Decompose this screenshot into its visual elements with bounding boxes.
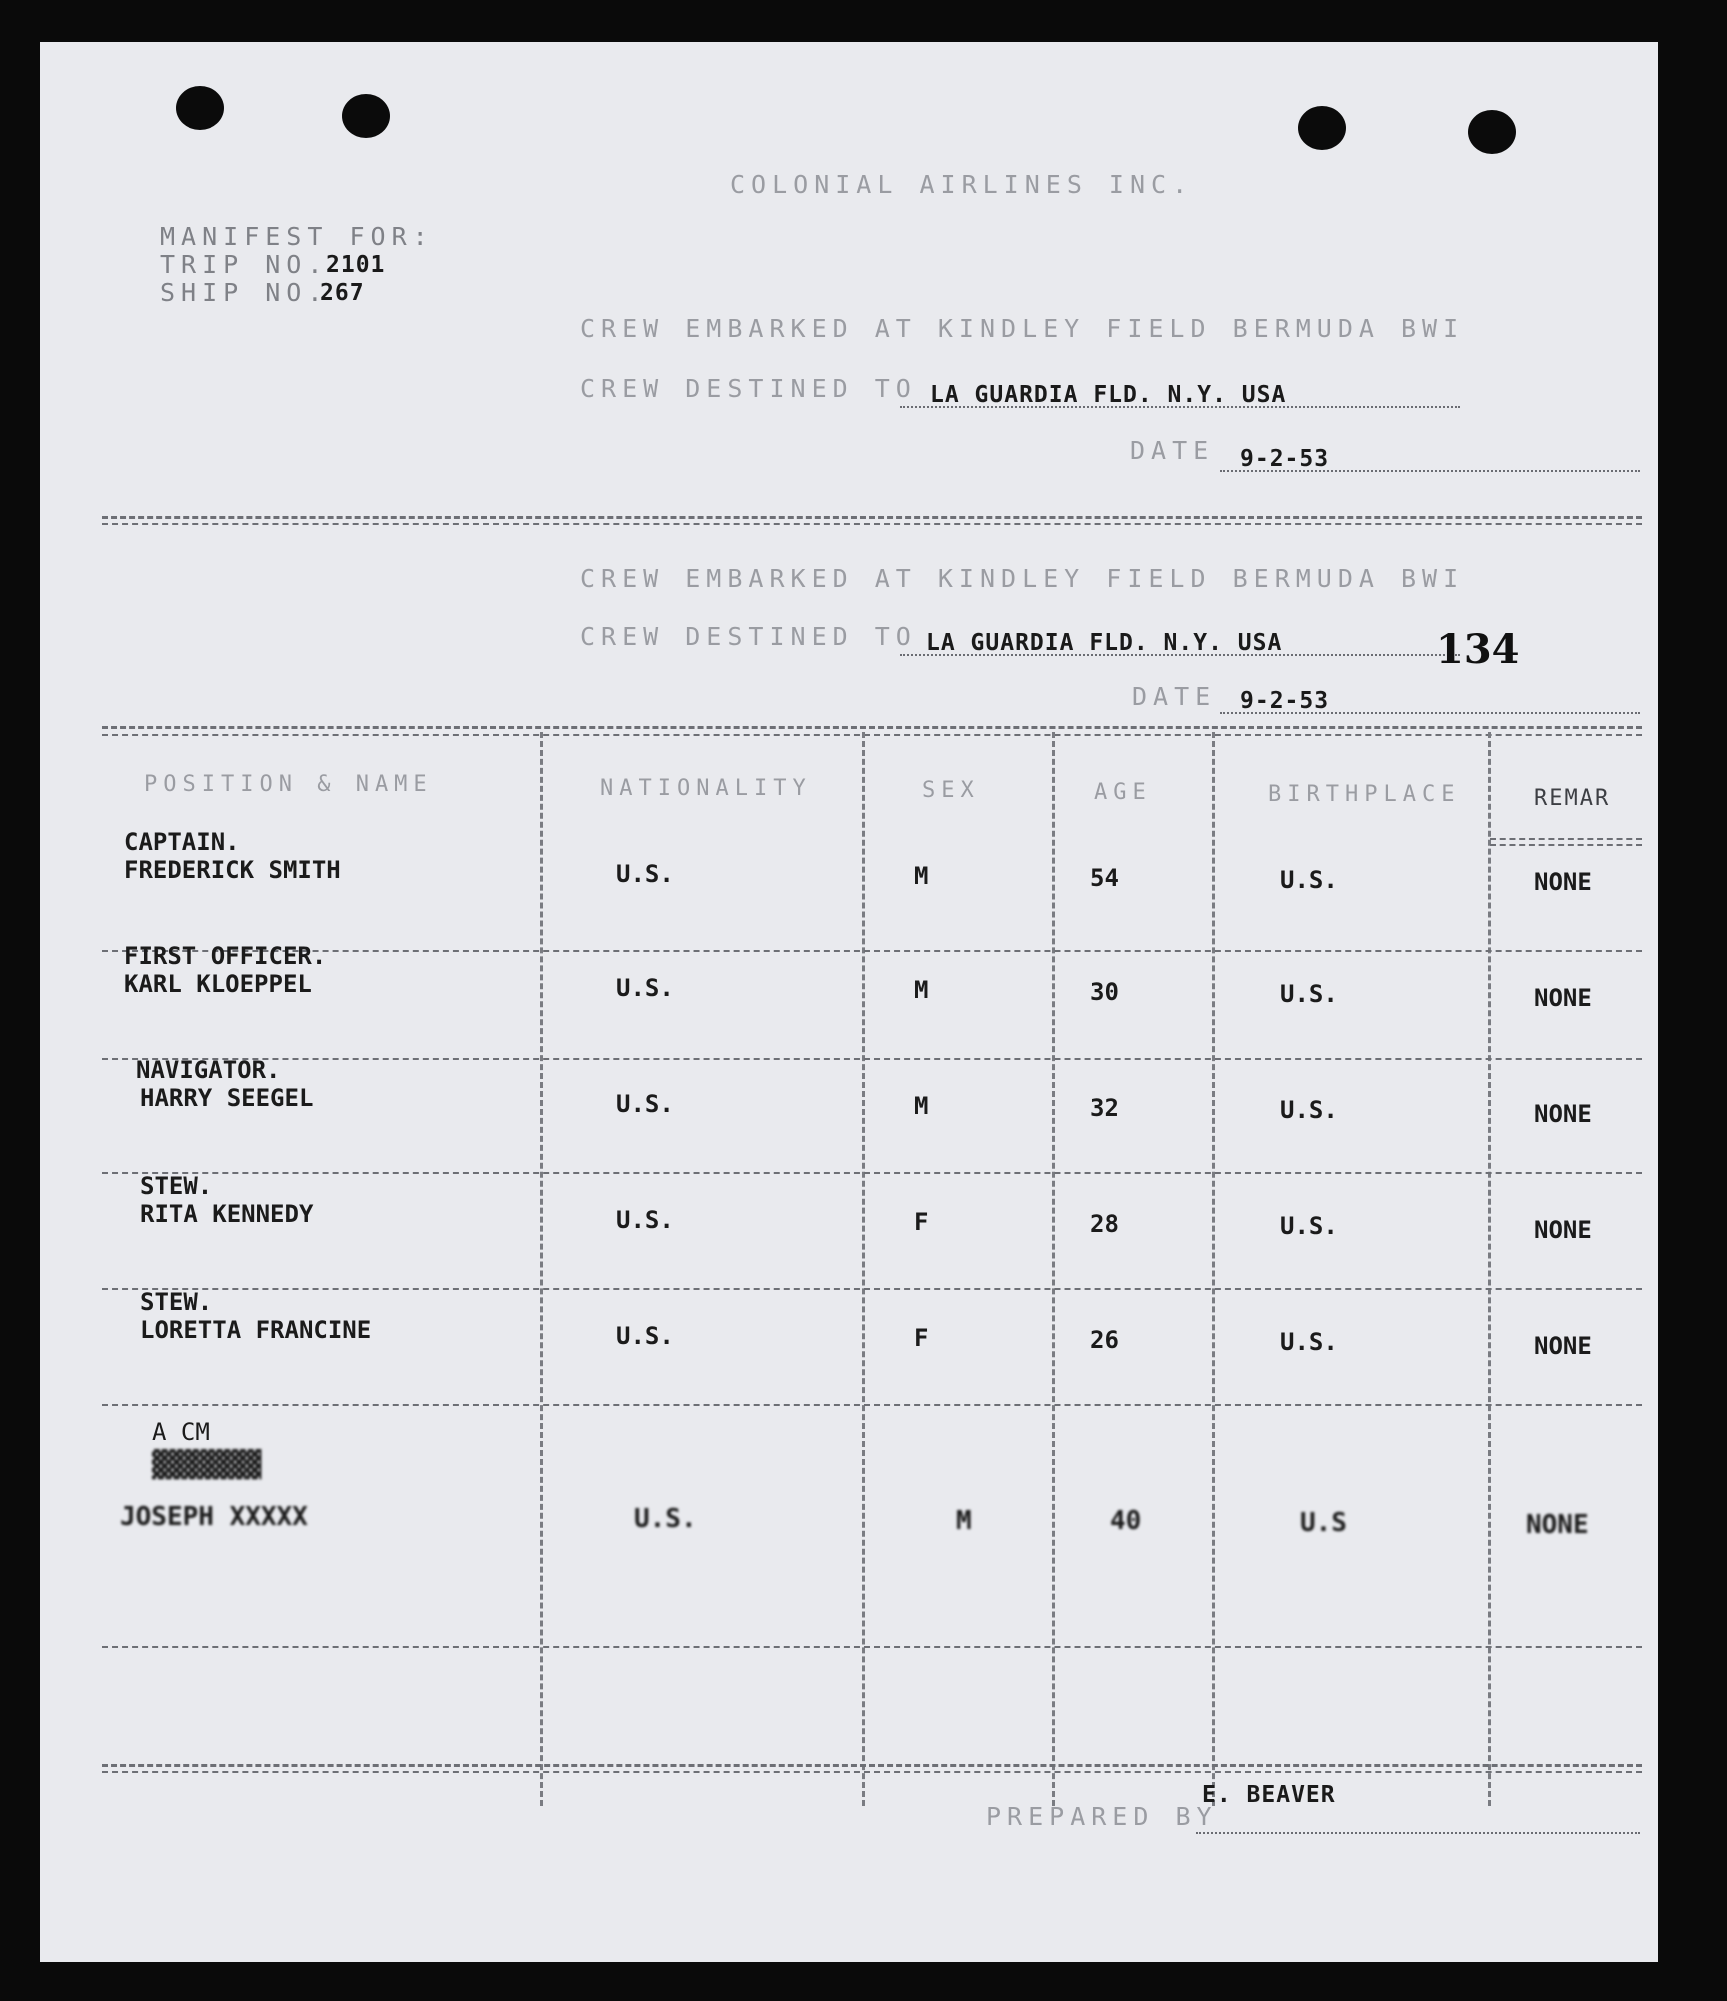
date-value: 9-2-53 — [1240, 446, 1330, 472]
column-divider — [540, 732, 543, 1806]
row-nationality: U.S. — [634, 1504, 697, 1534]
row-sex: M — [914, 1092, 929, 1120]
row-birthplace: U.S. — [1280, 1328, 1338, 1356]
row-divider — [102, 1404, 1642, 1406]
embarked-line: CREW EMBARKED AT KINDLEY FIELD BERMUDA BWI — [580, 314, 1465, 343]
row-name: RITA KENNEDY — [140, 1200, 314, 1228]
row-position: CAPTAIN. — [124, 828, 240, 856]
manifest-label: MANIFEST FOR: — [160, 222, 434, 251]
row-sex: F — [914, 1208, 929, 1236]
prepared-by-name: E. BEAVER — [1202, 1782, 1336, 1808]
row-nationality: U.S. — [616, 1206, 674, 1234]
row-position: STEW. — [140, 1172, 213, 1200]
header-underline — [1490, 844, 1642, 846]
row-sex: M — [914, 862, 929, 890]
row-name: FREDERICK SMITH — [124, 856, 341, 884]
row-birthplace: U.S. — [1280, 1212, 1338, 1240]
destined-label: CREW DESTINED TO — [580, 374, 917, 403]
date-value: 9-2-53 — [1240, 688, 1330, 714]
row-divider — [102, 1172, 1642, 1174]
row-age: 40 — [1110, 1506, 1142, 1536]
ship-label: SHIP NO. — [160, 278, 329, 307]
row-position: FIRST OFFICER. — [124, 942, 327, 970]
row-age: 54 — [1090, 864, 1119, 892]
date-label: DATE — [1130, 436, 1215, 465]
row-name: KARL KLOEPPEL — [124, 970, 312, 998]
punch-hole-icon — [176, 86, 224, 130]
trip-number: 2101 — [326, 252, 386, 278]
column-divider — [1488, 732, 1491, 1806]
punch-hole-icon — [1468, 110, 1516, 154]
section-divider — [102, 523, 1642, 525]
row-nationality: U.S. — [616, 1322, 674, 1350]
date-label: DATE — [1132, 682, 1217, 711]
row-name: LORETTA FRANCINE — [140, 1316, 372, 1344]
company-name: COLONIAL AIRLINES INC. — [730, 170, 1194, 199]
destination-underline — [900, 654, 1460, 656]
row-remarks: NONE — [1534, 984, 1592, 1012]
header-underline — [1490, 838, 1642, 840]
row-nationality: U.S. — [616, 1090, 674, 1118]
row-divider — [102, 1058, 1642, 1060]
header-nationality: NATIONALITY — [600, 776, 812, 801]
punch-hole-icon — [1298, 106, 1346, 150]
date-underline — [1220, 712, 1640, 714]
destination: LA GUARDIA FLD. N.Y. USA — [930, 382, 1287, 408]
destined-label: CREW DESTINED TO — [580, 622, 917, 651]
row-divider — [102, 1646, 1642, 1648]
row-birthplace: U.S — [1300, 1508, 1347, 1538]
row-divider — [102, 1288, 1642, 1290]
row-sex: M — [914, 976, 929, 1004]
table-top-border — [102, 734, 1642, 736]
row-birthplace: U.S. — [1280, 866, 1338, 894]
struck-out-text: ▓▓▓▓▓▓▓ — [152, 1450, 262, 1480]
header-position-name: POSITION & NAME — [144, 772, 433, 797]
section-divider — [102, 516, 1642, 519]
header-sex: SEX — [922, 778, 980, 803]
row-sex: F — [914, 1324, 929, 1352]
row-remarks: NONE — [1534, 1332, 1592, 1360]
row-age: 26 — [1090, 1326, 1119, 1354]
table-top-border — [102, 726, 1642, 729]
table-bottom-border — [102, 1771, 1642, 1773]
row-position: NAVIGATOR. — [136, 1056, 281, 1084]
row-nationality: U.S. — [616, 974, 674, 1002]
date-underline — [1220, 470, 1640, 472]
trip-label: TRIP NO. — [160, 250, 329, 279]
table-bottom-border — [102, 1764, 1642, 1767]
manifest-sheet — [40, 42, 1658, 1962]
header-remarks: REMAR — [1534, 786, 1611, 811]
destination-underline — [900, 406, 1460, 408]
page-number: 134 — [1436, 626, 1520, 673]
row-remarks: NONE — [1534, 868, 1592, 896]
row-birthplace: U.S. — [1280, 1096, 1338, 1124]
row-remarks: NONE — [1534, 1100, 1592, 1128]
row-age: 32 — [1090, 1094, 1119, 1122]
row-divider — [102, 950, 1642, 952]
row-position: A CM — [152, 1418, 210, 1446]
column-divider — [862, 732, 865, 1806]
row-sex: M — [956, 1506, 972, 1536]
row-remarks: NONE — [1534, 1216, 1592, 1244]
embarked-line: CREW EMBARKED AT KINDLEY FIELD BERMUDA BWI — [580, 564, 1465, 593]
row-name: HARRY SEEGEL — [140, 1084, 314, 1112]
row-age: 28 — [1090, 1210, 1119, 1238]
prepared-by-label: PREPARED BY — [986, 1802, 1218, 1831]
column-divider — [1212, 732, 1215, 1806]
punch-hole-icon — [342, 94, 390, 138]
column-divider — [1052, 732, 1055, 1806]
row-birthplace: U.S. — [1280, 980, 1338, 1008]
row-age: 30 — [1090, 978, 1119, 1006]
destination: LA GUARDIA FLD. N.Y. USA — [926, 630, 1283, 656]
prepared-by-underline — [1196, 1832, 1640, 1834]
header-age: AGE — [1094, 780, 1152, 805]
row-remarks: NONE — [1526, 1510, 1589, 1540]
ship-number: 267 — [320, 280, 365, 306]
row-name: JOSEPH XXXXX — [120, 1502, 308, 1532]
header-birthplace: BIRTHPLACE — [1268, 782, 1461, 807]
row-position: STEW. — [140, 1288, 213, 1316]
row-nationality: U.S. — [616, 860, 674, 888]
